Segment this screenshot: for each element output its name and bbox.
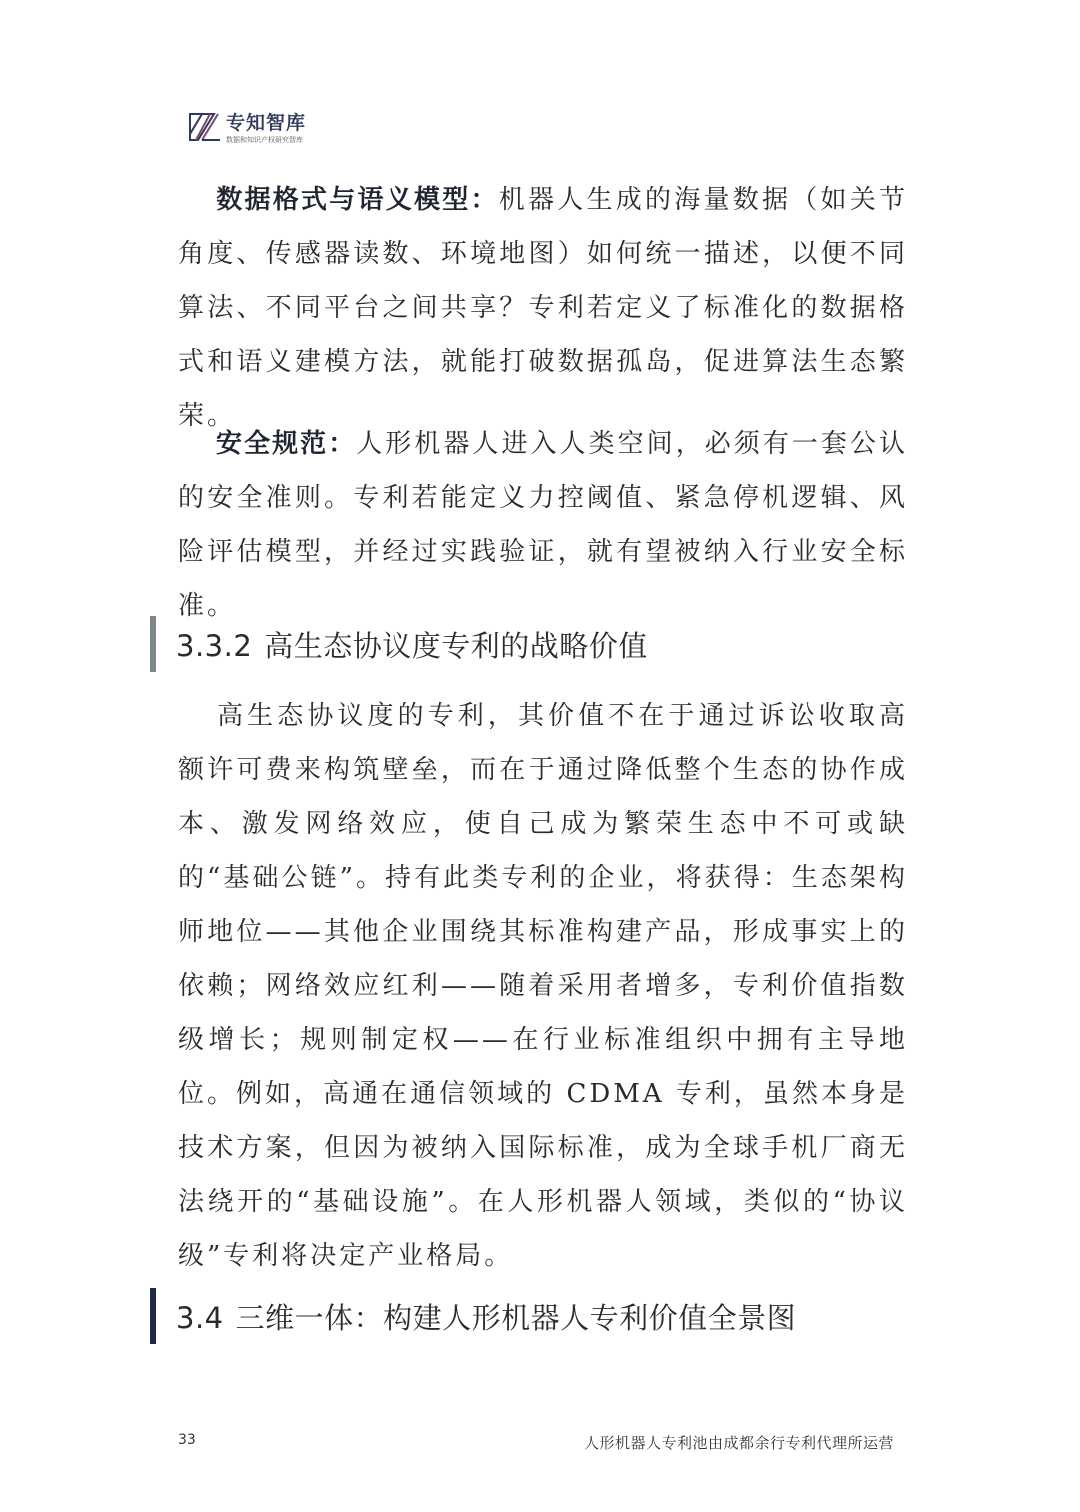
section-title: 高生态协议度专利的战略价值 [264,628,648,663]
section-heading-3-4 [150,1288,796,1344]
header-logo [188,112,306,150]
paragraph-text: 人形机器人进入人类空间，必须有一套公认的安全准则。专利若能定义力控阈值、紧急停机逻辑、风险评估模型，并经过实践验证，就有望被纳入行业安全标准。 [178,429,908,621]
page-footer [178,1432,894,1453]
section-title: 三维一体：构建人形机器人专利价值全景图 [235,1300,797,1335]
paragraph-safety-spec [178,417,908,633]
paragraph-text: 机器人生成的海量数据（如关节角度、传感器读数、环境地图）如何统一描述，以便不同算法、不同平台之间共享？专利若定义了标准化的数据格式和语义建模方法，就能打破数据孤岛，促进算法生态繁荣。 [178,185,908,431]
section-heading-3-3-2 [150,616,648,672]
paragraph-strategic-value [178,689,908,1283]
paragraph-text: 高生态协议度的专利，其价值不在于通过诉讼收取高额许可费来构筑壁垒，而在于通过降低整个生态的协作成本、激发网络效应，使自己成为繁荣生态中不可或缺的“基础公链”。持有此类专利的企业，将获得：生态架构师地位——其他企业围绕其标准构建产品，形成事实上的依赖；网络效应红利——随着采用者增多，专利价值指数级增长；规则制定权——在行业标准组织中拥有主导地位。例如，高通在通信领域的 CDMA 专利，虽然本身是技术方案，但因为被纳入国际标准，成为全球手机厂商无法绕开的“基础设施”。在人形机器人领域，类似的“协议级”专利将决定产业格局。 [178,701,908,1271]
term-data-format: 数据格式与语义模型： [216,185,499,215]
heading-accent-bar [150,616,156,672]
heading-accent-bar [150,1288,156,1344]
footer-publisher: 人形机器人专利池由成都余行专利代理所运营 [583,1434,894,1452]
zl-logo-icon [188,112,222,142]
page-number: 33 [178,1432,196,1448]
paragraph-data-format [178,173,908,443]
logo-tagline: 数据和知识产权研究智库 [226,136,303,144]
section-number: 3.4 [176,1300,224,1335]
logo-name: 专知智库 [226,112,307,134]
section-number: 3.3.2 [176,628,253,663]
term-safety-spec: 安全规范： [216,429,357,459]
